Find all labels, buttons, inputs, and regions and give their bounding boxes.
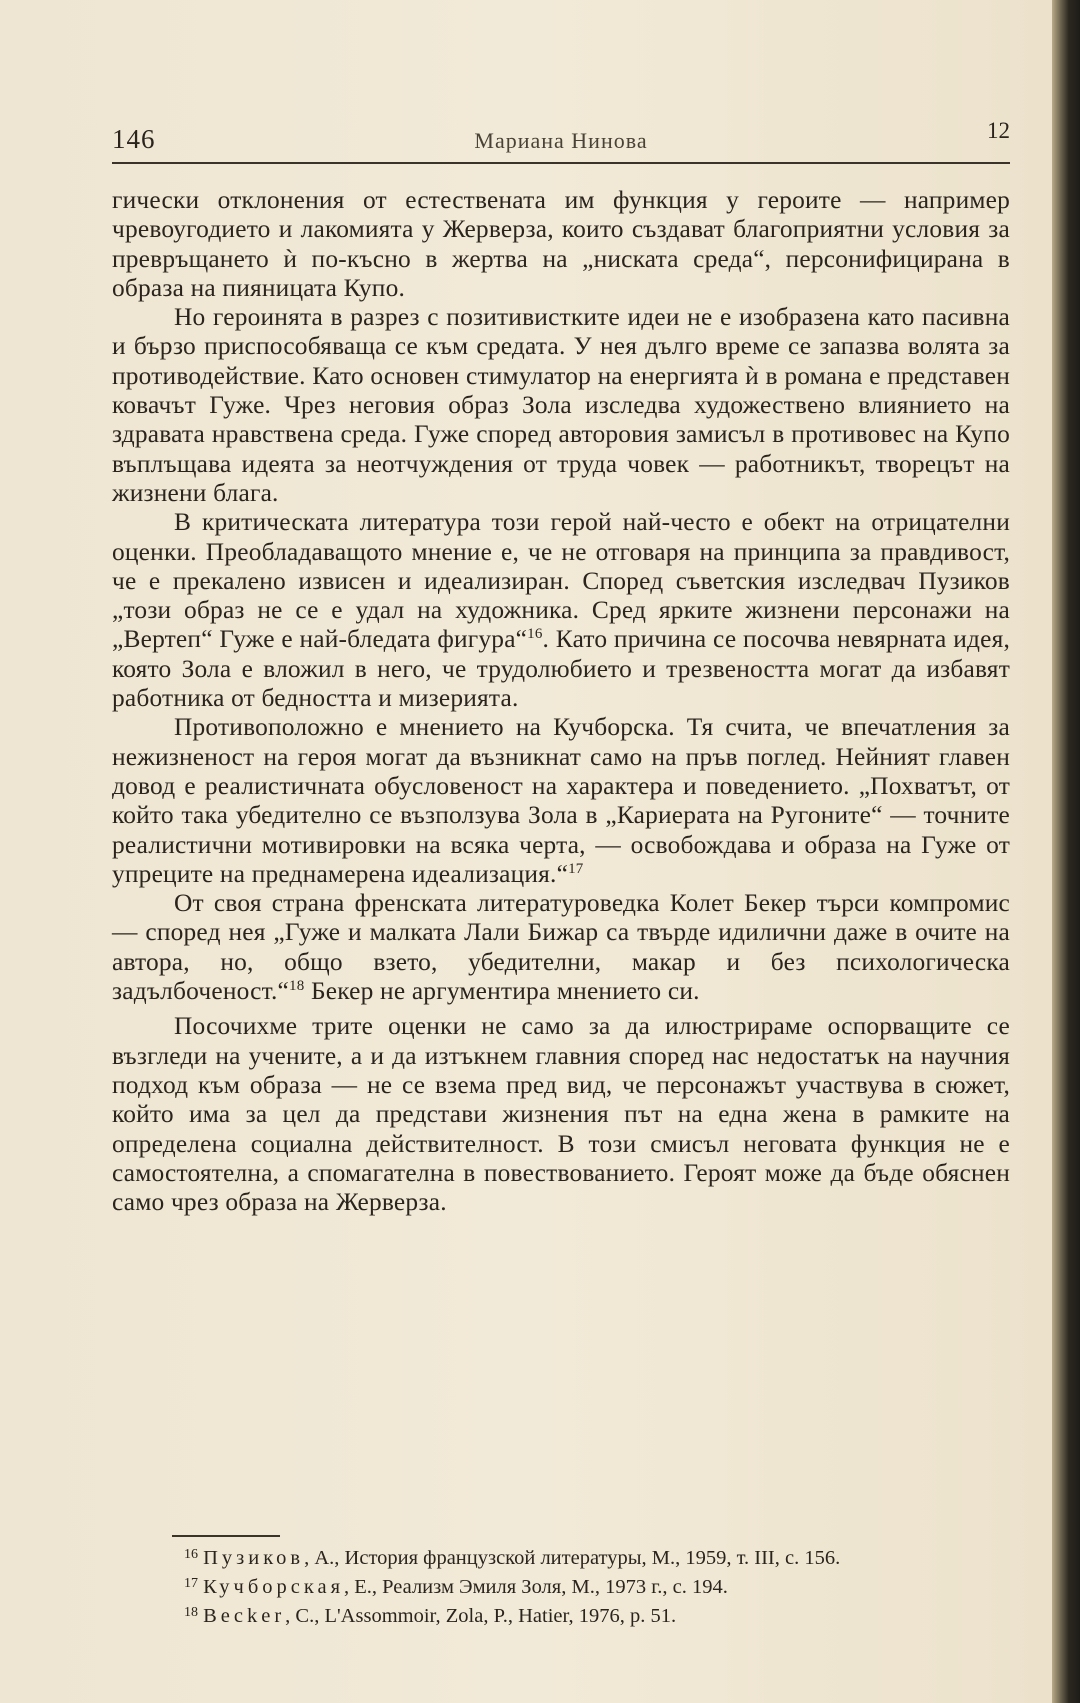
- footnote-rule: [172, 1535, 280, 1537]
- paragraph-5: [112, 889, 1010, 1006]
- paragraph-2: Но героинята в разрез с позитивистките идеи не е изобразена като пасивна и бързо приспособяваща се към средата. У нея дълго време се запазва волята за противодействие. Като основен стимулатор на енергията ѝ в романа е представен ковачът Гуже. Чрез неговия образ Зола изследва художествено влиянието на здравата нравствена среда. Гуже според авторовия замисъл в противовес на Купо въплъщава идеята за неотчуждения от труда човек — работникът, творецът на жизнени блага.: [112, 303, 1010, 507]
- note-ref-18: 18: [289, 978, 305, 995]
- paragraph-3-text: В критическата литература този герой най-често е обект на отрицателни оценки. Преобладаващото мнение е, че не отговаря на принципа за правдивост, че е прекалено извисен и идеализиран. Според съветския изследвач Пузиков „този образ не се е удал на художника. Сред ярките жизнени персонажи на „Вертеп“ Гуже е най-бледата фигура“: [112, 508, 1010, 654]
- footnote-16: [112, 1542, 1024, 1571]
- footnote-author: Becker: [203, 1605, 286, 1627]
- footnote-reference: , Е., Реализм Эмиля Золя, М., 1973 г., с. 194.: [344, 1576, 728, 1598]
- page-edge-shadow: [1052, 0, 1080, 1703]
- note-ref-17: 17: [568, 860, 584, 877]
- body-text: [112, 186, 1010, 1217]
- footnote-author: Пузиков: [203, 1547, 305, 1569]
- footnote-author: Кучборская: [203, 1576, 345, 1598]
- footnote-17: [112, 1571, 1024, 1600]
- footnote-18: [112, 1600, 1024, 1629]
- footnote-reference: , C., L'Assommoir, Zola, P., Hatier, 1976, p. 51.: [285, 1605, 677, 1627]
- page-number: 146: [112, 124, 156, 154]
- footnote-number: 16: [184, 1547, 198, 1562]
- paragraph-1: гически отклонения от естествената им функция у героите — например чревоугодието и лакомията у Жерверза, които създават благоприятни условия за превръщането ѝ по-късно в жертва на „ниската среда“, персонифицирана в образа на пияницата Купо.: [112, 186, 1010, 302]
- footnote-number: 18: [184, 1605, 198, 1620]
- section-number: 12: [987, 118, 1010, 143]
- running-title: Мариана Нинова: [474, 128, 648, 153]
- paragraph-5-text: От своя страна френската литературоведка Колет Бекер търси компромис — според нея „Гуже и малката Лали Бижар са твърде идилични даже в очите на автора, но, общо взето, убедителни, макар и без психологическа задълбоченост.“: [112, 889, 1010, 1006]
- paragraph-4: [112, 713, 1010, 889]
- note-ref-16: 16: [527, 626, 543, 643]
- paragraph-3: [112, 508, 1010, 713]
- paragraph-6: Посочихме трите оценки не само за да илюстрираме оспорващите се възгледи на учените, а и да изтъкнем главния според нас недостатък на научния подход към образа — не се взема пред вид, че персонажът участвува в сюжет, който има за цел да представи жизнения път на една жена в рамките на определена социална действителност. В този смисъл неговата функция не е самостоятелна, а спомагателна в повествованието. Героят може да бъде обяснен само чрез образа на Жерверза.: [112, 1012, 1010, 1217]
- footnote-reference: , А., История французской литературы, М., 1959, т. III, с. 156.: [304, 1547, 841, 1569]
- paragraph-3-tail: . Като причина се посочва невярната идея, която Зола е вложил в него, че трудолюбието и трезвеността могат да избавят работника от бедността и мизерията.: [112, 625, 1010, 713]
- paragraph-4-text: Противоположно е мнението на Кучборска. Тя счита, че впечатления за нежизненост на героя могат да възникнат само на пръв поглед. Нейният главен довод е реалистичната обусловеност на характера и поведението. „Похватът, от който така убедително се възползува Зола в „Кариерата на Ругоните“ — точните реалистични мотивировки на всяка черта, — освобождава и образа на Гуже от упреците на преднамерена идеализация.“: [112, 713, 1010, 888]
- footnote-number: 17: [184, 1576, 198, 1591]
- paragraph-5-tail: Бекер не аргументира мнението си.: [304, 977, 700, 1006]
- footnotes: [112, 1542, 1024, 1629]
- page-header: [112, 118, 1010, 158]
- header-rule: [112, 162, 1010, 164]
